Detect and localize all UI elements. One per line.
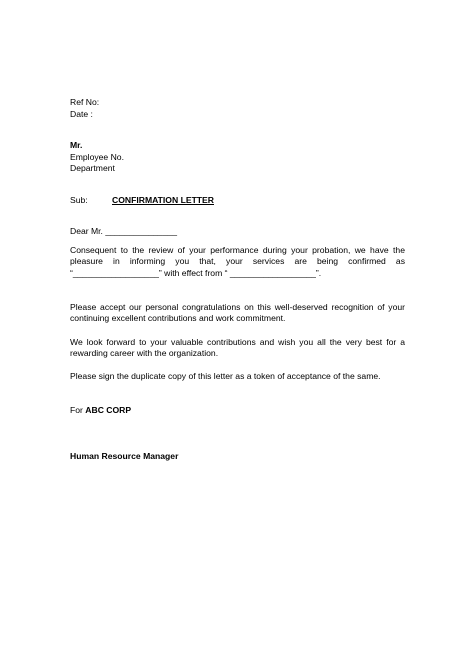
body-paragraph-1: Consequent to the review of your performance during your probation, we have the pleasure in informing you that, your services are being confirmed as “__________________” with effect from “ __________________”. (70, 245, 405, 278)
recipient-department: Department (70, 163, 115, 173)
closing-for-label: For (70, 405, 86, 415)
body-paragraph-2: Please accept our personal congratulations on this well-deserved recognition of your continuing excellent contributions and work commitment. (70, 302, 405, 324)
recipient-employee-no: Employee No. (70, 152, 124, 162)
recipient-salutation: Mr. (70, 140, 83, 150)
date-label: Date : (70, 109, 93, 119)
ref-no-label: Ref No: (70, 97, 100, 107)
signatory-title: Human Resource Manager (70, 451, 179, 461)
body-paragraph-4: Please sign the duplicate copy of this letter as a token of acceptance of the same. (70, 371, 381, 381)
closing-for-line (70, 405, 131, 416)
greeting: Dear Mr. _______________ (70, 226, 178, 236)
subject-label: Sub: (70, 195, 88, 205)
company-name: ABC CORP (85, 405, 132, 415)
body-paragraph-3: We look forward to your valuable contributions and wish you all the very best for a rewarding career with the organization. (70, 337, 405, 359)
subject-text: CONFIRMATION LETTER (112, 195, 214, 205)
